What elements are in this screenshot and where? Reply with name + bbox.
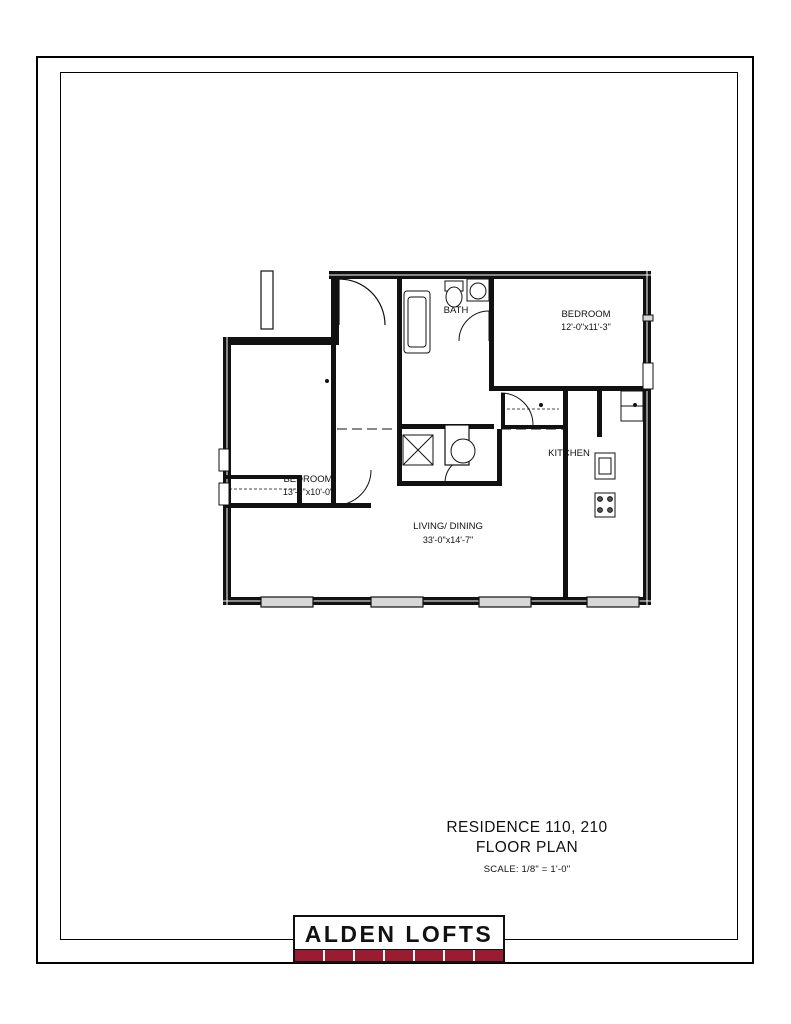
bath-fixtures	[404, 279, 489, 353]
scale-note: SCALE: 1/8" = 1'-0"	[483, 864, 571, 875]
logo-bar	[355, 950, 385, 961]
room-dimensions-bedroom-right: 12'-0"x11'-3"	[561, 322, 611, 332]
room-label-living-dining: LIVING/ DINING	[413, 521, 483, 532]
floor-plan-drawing	[201, 253, 681, 633]
windows	[219, 315, 653, 607]
kitchen-fixtures	[595, 391, 643, 517]
logo-bar	[295, 950, 325, 961]
room-dimensions-bedroom-left: 13'-0"x10'-0"	[282, 487, 334, 497]
residence-title: RESIDENCE 110, 210	[446, 819, 608, 836]
sheet-subtitle: FLOOR PLAN	[475, 839, 579, 856]
drawing-sheet-inner-border	[60, 72, 738, 947]
title-block	[377, 818, 677, 875]
outlet-symbols	[325, 379, 637, 407]
powder-fixtures	[403, 435, 475, 465]
logo-bar	[325, 950, 355, 961]
room-label-bath: BATH	[443, 305, 469, 316]
logo-bar	[475, 950, 503, 961]
drawing-sheet	[36, 56, 754, 964]
room-label-bedroom-right: BEDROOM	[561, 309, 611, 320]
floor-plan-svg	[201, 253, 681, 633]
logo-bar-strip	[295, 949, 503, 961]
alden-lofts-logo	[293, 915, 505, 963]
logo-wordmark: ALDEN LOFTS	[304, 921, 494, 947]
entry-door	[261, 271, 385, 329]
room-dimensions-living-dining: 33'-0"x14'-7"	[422, 535, 474, 545]
logo-bar	[415, 950, 445, 961]
room-label-kitchen: KITCHEN	[548, 448, 590, 459]
logo-bar	[385, 950, 415, 961]
logo-bar	[445, 950, 475, 961]
room-label-bedroom-left: BEDROOM	[283, 474, 333, 485]
